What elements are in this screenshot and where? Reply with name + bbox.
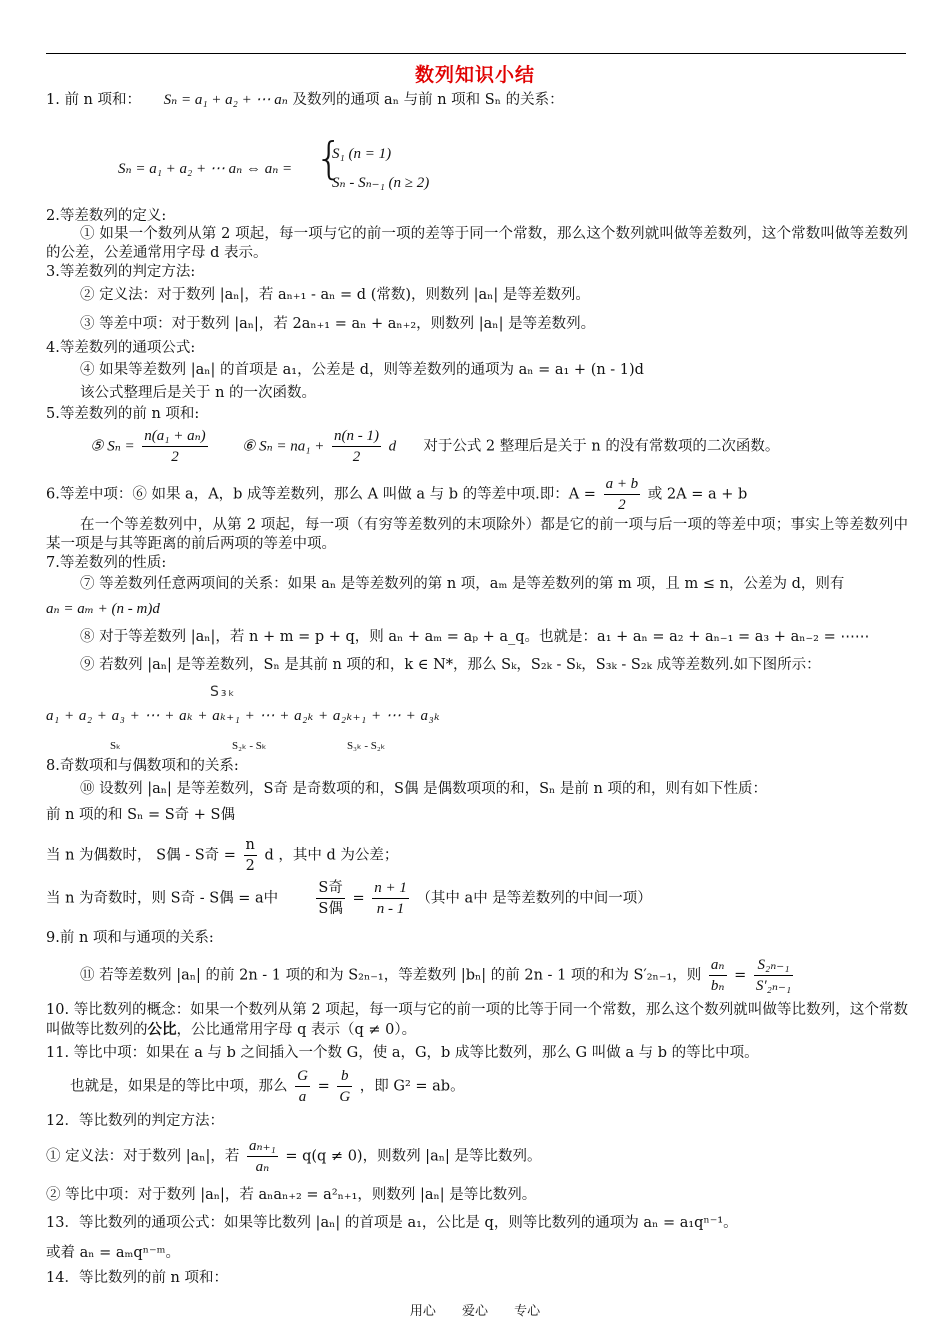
s13-line1: 13．等比数列的通项公式：如果等比数列 |aₙ| 的首项是 a₁，公比是 q，则等比数列的通项为 aₙ = a₁qⁿ⁻¹。	[46, 1215, 738, 1231]
s1-line	[46, 91, 564, 109]
s7-p7a: ⑦ 等差数列任意两项间的关系：如果 aₙ 是等差数列的第 n 项，aₘ 是等差数列的第 m 项，且 m ≤ n，公差为 d，则有	[80, 576, 845, 592]
s9-den1: bₙ	[710, 978, 725, 994]
s12-l1-pre: ① 定义法：对于数列 |aₙ|，若	[46, 1148, 240, 1165]
s8-even-tail: d ，其中 d 为公差；	[264, 847, 399, 864]
s12-heading: 12．等比数列的判定方法：	[46, 1113, 224, 1129]
s6-para-text: 在一个等差数列中，从第 2 项起，每一项（有穷等差数列的末项除外）都是它的前一项与后一项的等差中项；事实上等差数列中某一项是与其等距离的前后两项的等差中项。	[46, 517, 908, 552]
s4-line1: ④ 如果等差数列 |aₙ| 的首项是 a₁，公差是 d，则等差数列的通项为 aₙ = a₁ + (n - 1)d	[80, 362, 644, 378]
f6-label: ⑥ Sₙ = na₁ +	[241, 438, 325, 455]
s7-lab2: S₂ₖ - Sₖ	[232, 740, 267, 752]
s9-num2: S₂ₙ₋₁	[754, 955, 793, 976]
s2-text: ① 如果一个数列从第 2 项起，每一项与它的前一项的差等于同一个常数，那么这个数列就叫做等差数列，这个常数叫做等差数列的公差，公差通常用字母 d 表示。	[46, 226, 908, 261]
s8-odd	[46, 878, 652, 919]
s8-odd-num1: S奇	[316, 878, 344, 899]
s12-num: aₙ₊₁	[247, 1136, 278, 1157]
s12-den: aₙ	[255, 1159, 270, 1175]
s11-frac1	[295, 1066, 310, 1107]
s7-garble: S₃ₖ	[210, 684, 237, 700]
brace-icon: {	[315, 133, 343, 184]
s11-pre: 也就是，如果是的等比中项，那么	[70, 1078, 288, 1095]
s12-line2: ② 等比中项：对于数列 |aₙ|，若 aₙaₙ₊₂ = a²ₙ₊₁，则数列 |aₙ| 是等比数列。	[46, 1187, 537, 1203]
s3-heading: 3.等差数列的判定方法:	[46, 264, 196, 280]
s3-line1: ② 定义法：对于数列 |aₙ|，若 aₙ₊₁ - aₙ = d (常数)，则数列 |aₙ| 是等差数列。	[80, 287, 590, 303]
s10-post: ，公比通常用字母 q 表示（q ≠ 0）。	[176, 1022, 417, 1038]
s10-pre: 10. 等比数列的概念：如果一个数列从第 2 项起，每一项与它的前一项的比等于同一个常数，那么这个数列就叫做等比数列，这个常数叫做等比数列的	[46, 1002, 908, 1038]
s9-frac1	[709, 955, 727, 996]
s1-tail: 及数列的通项 aₙ 与前 n 项和 Sₙ 的关系：	[292, 92, 564, 108]
s11-d1: a	[298, 1089, 307, 1105]
s7-heading: 7.等差数列的性质:	[46, 555, 167, 571]
s6-tail: 或 2A = a + b	[647, 486, 748, 503]
s8-odd-num2: n + 1	[372, 878, 409, 899]
s9-p11: ⑪ 若等差数列 |aₙ| 的前 2n - 1 项的和为 S₂ₙ₋₁，等差数列 |bₙ| 的前 2n - 1 项的和为 S′₂ₙ₋₁，则	[80, 967, 702, 984]
s2-heading: 2.等差数列的定义:	[46, 208, 167, 224]
s8-heading: 8.奇数项和与偶数项和的关系:	[46, 758, 239, 774]
s11-frac2	[337, 1066, 352, 1107]
s8-odd-den2: n - 1	[376, 901, 405, 917]
f5-den: 2	[171, 449, 179, 465]
s7-p9: ⑨ 若数列 |aₙ| 是等差数列，Sₙ 是其前 n 项的和，k ∈ N*，那么 Sₖ，S₂ₖ - Sₖ，S₃ₖ - S₂ₖ 成等差数列.如下图所示：	[80, 657, 821, 673]
s8-odd-tail: （其中 a中 是等差数列的中间一项）	[416, 890, 652, 907]
s4-heading: 4.等差数列的通项公式:	[46, 340, 196, 356]
s6-fraction	[604, 474, 641, 515]
s8-even-frac	[244, 835, 257, 876]
s11-n1: G	[295, 1066, 310, 1087]
top-rule	[46, 53, 906, 54]
s13-line2: 或着 aₙ = aₘqⁿ⁻ᵐ。	[46, 1245, 181, 1261]
s8-odd-den1: S偶	[318, 901, 343, 917]
s11-d2: G	[339, 1089, 351, 1105]
f6-den: 2	[352, 449, 361, 465]
s8-even-pre: 当 n 为偶数时， S偶 - S奇 =	[46, 847, 236, 864]
s10-bold: 公比	[147, 1021, 177, 1038]
s1-relation: Sₙ = a₁ + a₂ + ⋯ aₙ ⇔ aₙ =	[118, 161, 293, 177]
s12-frac	[247, 1136, 278, 1177]
s7-p7b: aₙ = aₘ + (n - m)d	[46, 601, 160, 617]
s8-sum: 前 n 项的和 Sₙ = S奇 + S偶	[46, 807, 235, 823]
f5-num: n(a₁ + aₙ)	[142, 426, 207, 447]
page-title: 数列知识小结	[414, 64, 535, 86]
s8-even-num: n	[244, 835, 257, 856]
s9-den2: S′₂ₙ₋₁	[755, 978, 792, 994]
s6-line	[46, 474, 747, 515]
s9-line: ⑪ 若等差数列 |aₙ| 的前 2n - 1 项的和为 S₂ₙ₋₁，等差数列 |bₙ| 的前 2n - 1 项的和为 S′₂ₙ₋₁，则 $\frac{\text{aₙ}}{\text{bₙ}}$ = $\frac{\text{S₂ₙ₋₁}}{\text{S′₂ₙ₋₁}}$	[80, 957, 792, 994]
s8-odd-frac2	[372, 878, 409, 919]
s11-line1: 11. 等比中项：如果在 a 与 b 之间插入一个数 G，使 a，G，b 成等比数列，那么 G 叫做 a 与 b 的等比中项。	[46, 1045, 759, 1061]
s10-para	[46, 1001, 908, 1040]
s12-line1	[46, 1136, 541, 1177]
s9-frac2	[754, 955, 793, 996]
s3-line2: ③ 等差中项：对于数列 |aₙ|，若 2aₙ₊₁ = aₙ + aₙ₊₂，则数列 |aₙ| 是等差数列。	[80, 316, 596, 332]
f5-fraction	[142, 426, 207, 467]
page-footer: 用心 爱心 专心	[409, 1304, 541, 1319]
s11-n2: b	[337, 1066, 352, 1087]
s8-odd-frac1	[316, 878, 344, 919]
s8-p10: ⑩ 设数列 |aₙ| 是等差数列，S奇 是奇数项的和，S偶 是偶数项项的和，Sₙ 是前 n 项的和，则有如下性质：	[80, 781, 767, 797]
f6-tail: d	[388, 438, 397, 455]
s1-case2: Sₙ - Sₙ₋₁ (n ≥ 2)	[332, 175, 430, 191]
s5-heading: 5.等差数列的前 n 项和:	[46, 406, 200, 422]
s6-text: 6.等差中项：⑥ 如果 a，A，b 成等差数列，那么 A 叫做 a 与 b 的等差中项.即：A =	[46, 486, 596, 503]
s1-label: 1. 前 n 项和：	[46, 92, 142, 108]
s5-formulas	[90, 426, 779, 467]
s7-lab3: S₃ₖ - S₂ₖ	[347, 740, 386, 752]
f5-label: ⑤ Sₙ =	[90, 438, 135, 455]
s6-num: a + b	[604, 474, 641, 495]
s4-line2: 该公式整理后是关于 n 的一次函数。	[80, 385, 317, 401]
s11-line2: 也就是，如果是的等比中项，那么 $\frac{G}{a}$ = $\frac{b}{G}$ ，即 G² = ab。	[70, 1068, 465, 1105]
s8-odd-pre: 当 n 为奇数时，则 S奇 - S偶 = a中	[46, 890, 279, 907]
s2-body	[46, 225, 908, 263]
s8-even-den: 2	[245, 858, 255, 874]
s14-heading: 14．等比数列的前 n 项和：	[46, 1270, 229, 1286]
s9-heading: 9.前 n 项和与通项的关系:	[46, 930, 214, 946]
s7-p7	[46, 575, 908, 594]
s6-den: 2	[618, 497, 626, 513]
s8-odd-eq: =	[352, 890, 365, 907]
s7-lab1: Sₖ	[110, 740, 121, 752]
s9-num1: aₙ	[709, 955, 727, 976]
s1-formula: Sₙ = a₁ + a₂ + ⋯ aₙ	[163, 92, 288, 108]
s11-post: ，即 G² = ab。	[359, 1078, 465, 1095]
f6-num: n(n - 1)	[332, 426, 381, 447]
s1-case1: S₁ (n = 1)	[332, 146, 392, 162]
s12-l1-post: = q(q ≠ 0)，则数列 |aₙ| 是等比数列。	[285, 1148, 542, 1165]
s5-note: 对于公式 2 整理后是关于 n 的没有常数项的二次函数。	[423, 438, 780, 455]
s8-even	[46, 835, 398, 876]
s7-seq: a₁ + a₂ + a₃ + ⋯ + aₖ + aₖ₊₁ + ⋯ + a₂ₖ + a₂ₖ₊₁ + ⋯ + a₃ₖ	[46, 708, 441, 724]
s6-para	[46, 516, 908, 554]
f6-fraction	[332, 426, 381, 467]
s7-p8: ⑧ 对于等差数列 |aₙ|，若 n + m = p + q，则 aₙ + aₘ = aₚ + a_q。也就是：a₁ + aₙ = a₂ + aₙ₋₁ = a₃ + aₙ₋₂ = ⋯⋯	[80, 629, 870, 645]
